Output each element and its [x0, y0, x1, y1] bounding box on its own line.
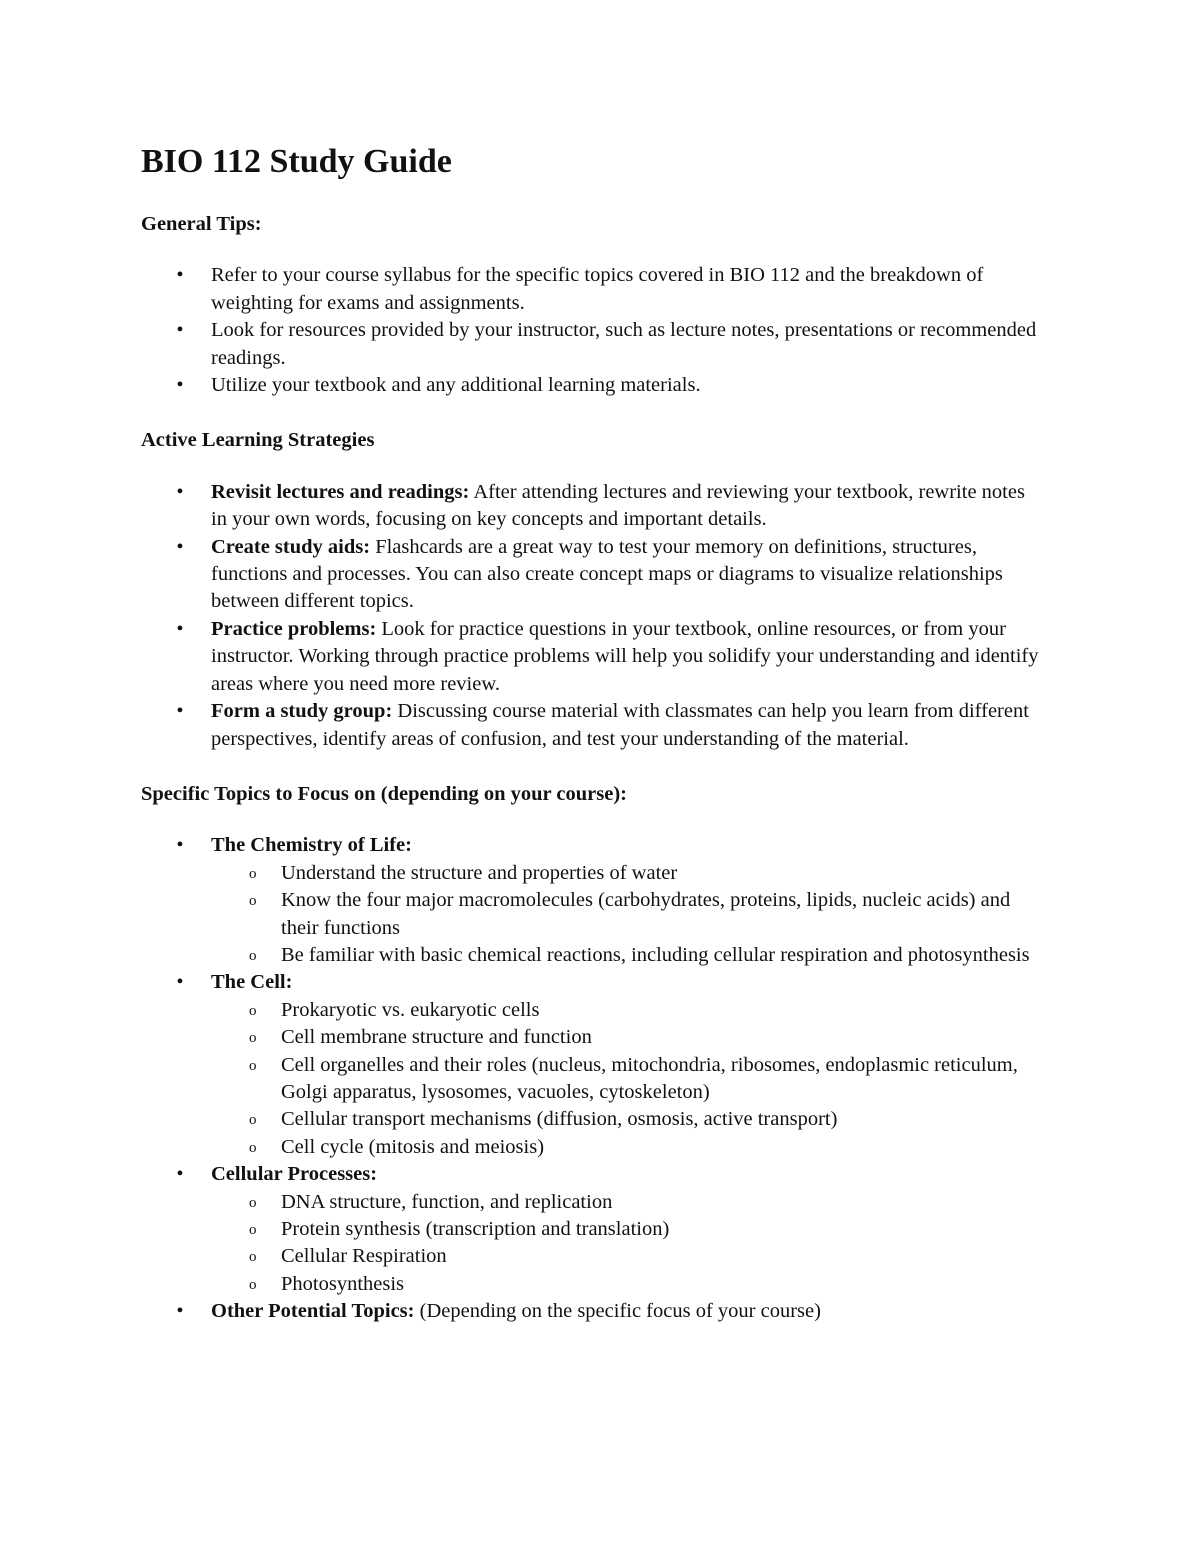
bullet-icon: •: [176, 264, 184, 287]
list-item: • Utilize your textbook and any additional learning materials.: [141, 372, 1041, 399]
subtopic-item: o Be familiar with basic chemical reactions, including cellular respiration and photosynthesis: [211, 942, 1041, 969]
document-title: BIO 112 Study Guide: [141, 143, 452, 180]
subtopic-list: [211, 860, 1041, 970]
sub-bullet-icon: o: [249, 1194, 257, 1211]
bullet-icon: •: [176, 1300, 184, 1323]
sub-bullet-icon: o: [249, 1057, 257, 1074]
topic-label: Cellular Processes:: [211, 1163, 378, 1186]
topic-label: The Chemistry of Life:: [211, 834, 412, 857]
list-item: • Form a study group: Discussing course material with classmates can help you learn from different perspectives, identify areas of confusion, and test your understanding of the material.: [141, 698, 1041, 753]
item-label: Form a study group:: [211, 700, 393, 723]
subtopic-item: o Know the four major macromolecules (carbohydrates, proteins, lipids, nucleic acids) and their functions: [249, 889, 1011, 939]
topic-item: [141, 969, 1041, 1161]
list-item: • Revisit lectures and readings: After attending lectures and reviewing your textbook, rewrite notes in your own words, focusing on key concepts and important details.: [141, 479, 1041, 534]
bullet-icon: •: [176, 319, 184, 342]
bullet-icon: •: [176, 1163, 184, 1186]
general-tips-heading: General Tips:: [141, 213, 262, 235]
sub-bullet-icon: o: [249, 1002, 257, 1019]
subtopic-item: o DNA structure, function, and replication: [211, 1189, 1041, 1216]
subtopic-item: o Cell organelles and their roles (nucleus, mitochondria, ribosomes, endoplasmic reticulum, Golgi apparatus, lysosomes, vacuoles, cytoskeleton): [249, 1053, 1018, 1103]
subtopic-list: [211, 1189, 1041, 1299]
sub-bullet-icon: o: [249, 1139, 257, 1156]
bullet-icon: •: [176, 971, 184, 994]
item-label: Create study aids:: [211, 535, 371, 558]
item-label: Practice problems:: [211, 617, 377, 640]
subtopic-item: o Protein synthesis (transcription and translation): [211, 1216, 1041, 1243]
list-item: • Create study aids: Flashcards are a great way to test your memory on definitions, structures, functions and processes. You can also create concept maps or diagrams to visualize relationships between different topics.: [141, 534, 1041, 616]
list-item: • Look for resources provided by your instructor, such as lecture notes, presentations or recommended readings.: [141, 317, 1041, 372]
bullet-icon: •: [176, 374, 184, 397]
specific-topics-heading: Specific Topics to Focus on (depending on your course):: [141, 782, 627, 805]
topic-item: [141, 1161, 1041, 1298]
sub-bullet-icon: o: [249, 893, 257, 910]
item-label: Revisit lectures and readings:: [211, 480, 470, 503]
bullet-icon: •: [176, 617, 184, 640]
sub-bullet-icon: o: [249, 1276, 257, 1293]
list-item: • Refer to your course syllabus for the specific topics covered in BIO 112 and the breakdown of weighting for exams and assignments.: [141, 262, 1041, 317]
bullet-icon: •: [176, 834, 184, 857]
bullet-icon: •: [176, 535, 184, 558]
subtopic-item: o Cellular transport mechanisms (diffusion, osmosis, active transport): [211, 1106, 1041, 1133]
topic-label: The Cell:: [211, 971, 293, 994]
sub-bullet-icon: o: [249, 1249, 257, 1266]
bullet-icon: •: [176, 700, 184, 723]
sub-bullet-icon: o: [249, 865, 257, 882]
subtopic-item: o Cell cycle (mitosis and meiosis): [211, 1134, 1041, 1161]
subtopic-list: [211, 997, 1041, 1161]
topic-item: • Other Potential Topics: (Depending on the specific focus of your course): [141, 1298, 1041, 1325]
subtopic-item: o Understand the structure and properties of water: [211, 860, 1041, 887]
document-page: [141, 138, 1041, 1326]
sub-bullet-icon: o: [249, 1222, 257, 1238]
sub-bullet-icon: o: [249, 947, 257, 964]
subtopic-item: o Cell membrane structure and function: [211, 1024, 1041, 1051]
general-tips-list: [141, 262, 1041, 399]
topic-label: Other Potential Topics:: [211, 1300, 415, 1323]
subtopic-item: o Cellular Respiration: [211, 1243, 1041, 1270]
list-item: • Practice problems: Look for practice questions in your textbook, online resources, or from your instructor. Working through practice problems will help you solidify your understanding and identify areas where you need more review.: [141, 616, 1041, 698]
active-learning-heading: Active Learning Strategies: [141, 429, 375, 452]
topic-item: [141, 832, 1041, 969]
specific-topics-list: [141, 832, 1041, 1325]
sub-bullet-icon: o: [249, 1030, 257, 1047]
active-learning-list: [141, 479, 1041, 753]
sub-bullet-icon: o: [249, 1112, 257, 1129]
subtopic-item: o Photosynthesis: [211, 1271, 1041, 1298]
bullet-icon: •: [176, 480, 184, 503]
subtopic-item: o Prokaryotic vs. eukaryotic cells: [211, 997, 1041, 1024]
